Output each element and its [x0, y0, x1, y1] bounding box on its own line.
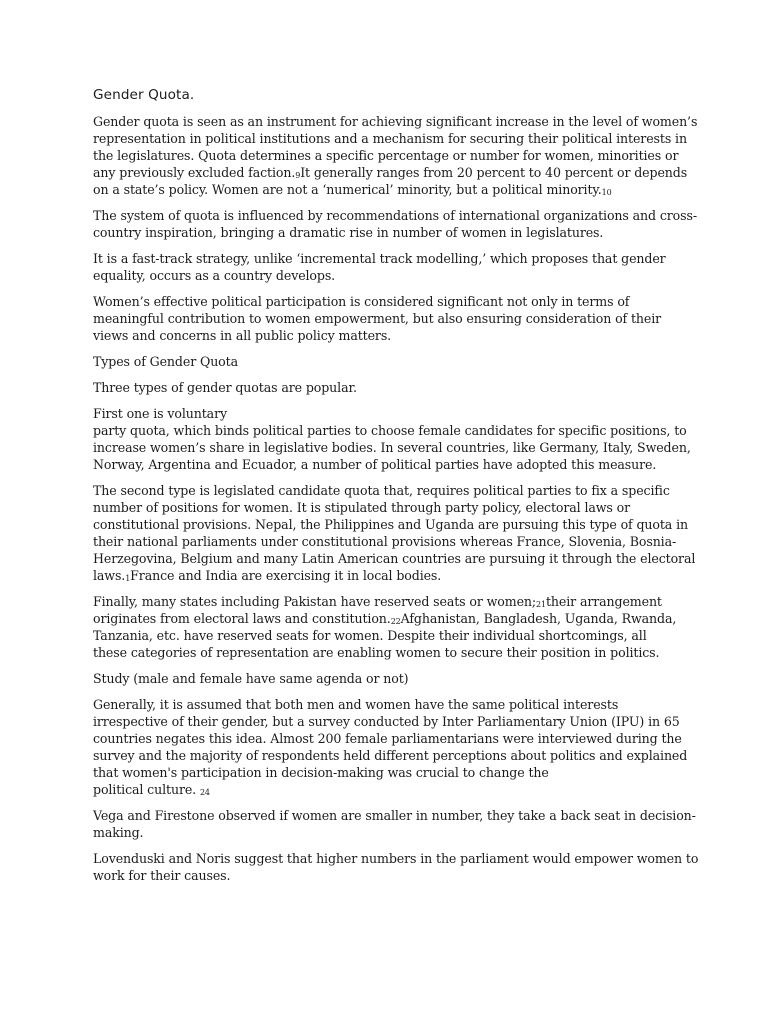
footnote-marker: 9	[295, 171, 301, 180]
text-line: It is a fast-track strategy, unlike ‘incremental track modelling,’ which proposes that gender	[93, 251, 666, 266]
text-line: Lovenduski and Noris suggest that higher numbers in the parliament would empower women to	[93, 851, 699, 866]
paragraph	[93, 405, 691, 473]
text-line: The second type is legislated candidate quota that, requires political parties to fix a specific	[93, 483, 670, 498]
text-line: Herzegovina, Belgium and many Latin American countries are pursuing it through the electoral	[93, 551, 696, 566]
paragraph	[93, 379, 679, 396]
line-text: Afghanistan, Bangladesh, Uganda, Rwanda,	[400, 611, 677, 626]
text-line: their national parliaments under constitutional provisions whereas France, Slovenia, Bosnia-	[93, 534, 677, 549]
text-line: Types of Gender Quota	[93, 354, 238, 369]
text-line: party quota, which binds political parties to choose female candidates for specific positions, to	[93, 423, 687, 438]
text-line: work for their causes.	[93, 868, 231, 883]
line-text: originates from electoral laws and constitution.	[93, 611, 391, 626]
document-body	[93, 113, 699, 884]
text-line	[93, 781, 679, 798]
text-line: survey and the majority of respondents held different perceptions about politics and explained	[93, 748, 688, 763]
text-line: First one is voluntary	[93, 406, 227, 421]
paragraph	[93, 593, 679, 661]
line-text: political culture.	[93, 782, 200, 797]
text-line	[93, 181, 679, 198]
line-text: laws.	[93, 568, 126, 583]
text-line: countries negates this idea. Almost 200 female parliamentarians were interviewed during the	[93, 731, 682, 746]
paragraph	[93, 670, 679, 687]
paragraph	[93, 696, 688, 798]
paragraph	[93, 353, 679, 370]
footnote-marker: 21	[536, 600, 546, 609]
text-line: Study (male and female have same agenda or not)	[93, 671, 409, 686]
text-line: the legislatures. Quota determines a specific percentage or number for women, minorities or	[93, 148, 679, 163]
text-line: country inspiration, bringing a dramatic rise in number of women in legislatures.	[93, 225, 604, 240]
text-line: Vega and Firestone observed if women are smaller in number, they take a back seat in decision-	[93, 808, 696, 823]
footnote-marker: 10	[601, 188, 612, 197]
text-line: equality, occurs as a country develops.	[93, 268, 336, 283]
document-page	[93, 86, 699, 893]
text-line	[93, 567, 679, 584]
text-line: representation in political institutions and a mechanism for securing their political interests in	[93, 131, 687, 146]
text-line: Tanzania, etc. have reserved seats for women. Despite their individual shortcomings, all	[93, 628, 647, 643]
text-line	[93, 164, 688, 181]
text-line: irrespective of their gender, but a survey conducted by Inter Parliamentary Union (IPU) in 65	[93, 714, 680, 729]
paragraph	[93, 250, 679, 284]
paragraph	[93, 113, 698, 198]
text-line: these categories of representation are enabling women to secure their position in politics.	[93, 645, 660, 660]
footnote-marker: 1	[125, 574, 131, 583]
line-text: their arrangement	[545, 594, 662, 609]
footnote-marker: 22	[390, 617, 401, 626]
paragraph	[93, 207, 697, 241]
footnote-marker: 24	[199, 788, 210, 797]
text-line: Gender quota is seen as an instrument for achieving significant increase in the level of women’s	[93, 114, 698, 129]
paragraph	[93, 293, 679, 344]
text-line: Generally, it is assumed that both men and women have the same political interests	[93, 697, 619, 712]
text-line: number of positions for women. It is stipulated through party policy, electoral laws or	[93, 500, 631, 515]
text-line	[93, 610, 679, 627]
line-text: any previously excluded faction.	[93, 165, 296, 180]
text-line: views and concerns in all public policy matters.	[93, 328, 392, 343]
paragraph	[93, 482, 696, 584]
text-line: constitutional provisions. Nepal, the Philippines and Uganda are pursuing this type of quota in	[93, 517, 688, 532]
line-text: It generally ranges from 20 percent to 40 percent or depends	[300, 165, 688, 180]
line-text: France and India are exercising it in local bodies.	[130, 568, 442, 583]
text-line: Norway, Argentina and Ecuador, a number of political parties have adopted this measure.	[93, 457, 657, 472]
text-line	[93, 593, 679, 610]
page-title: Gender Quota.	[93, 87, 195, 103]
text-line: Women’s effective political participation is considered significant not only in terms of	[93, 294, 630, 309]
text-line: Three types of gender quotas are popular.	[93, 380, 357, 395]
paragraph	[93, 807, 696, 841]
line-text: on a state’s policy. Women are not a ‘numerical’ minority, but a political minority.	[93, 182, 602, 197]
line-text: Finally, many states including Pakistan have reserved seats or women;	[93, 594, 537, 609]
text-line: meaningful contribution to women empowerment, but also ensuring consideration of their	[93, 311, 662, 326]
text-line: The system of quota is influenced by recommendations of international organizations and cross-	[93, 208, 697, 223]
text-line: making.	[93, 825, 144, 840]
text-line: that women's participation in decision-making was crucial to change the	[93, 765, 549, 780]
text-line: increase women’s share in legislative bodies. In several countries, like Germany, Italy, Sweden,	[93, 440, 691, 455]
paragraph	[93, 850, 699, 884]
